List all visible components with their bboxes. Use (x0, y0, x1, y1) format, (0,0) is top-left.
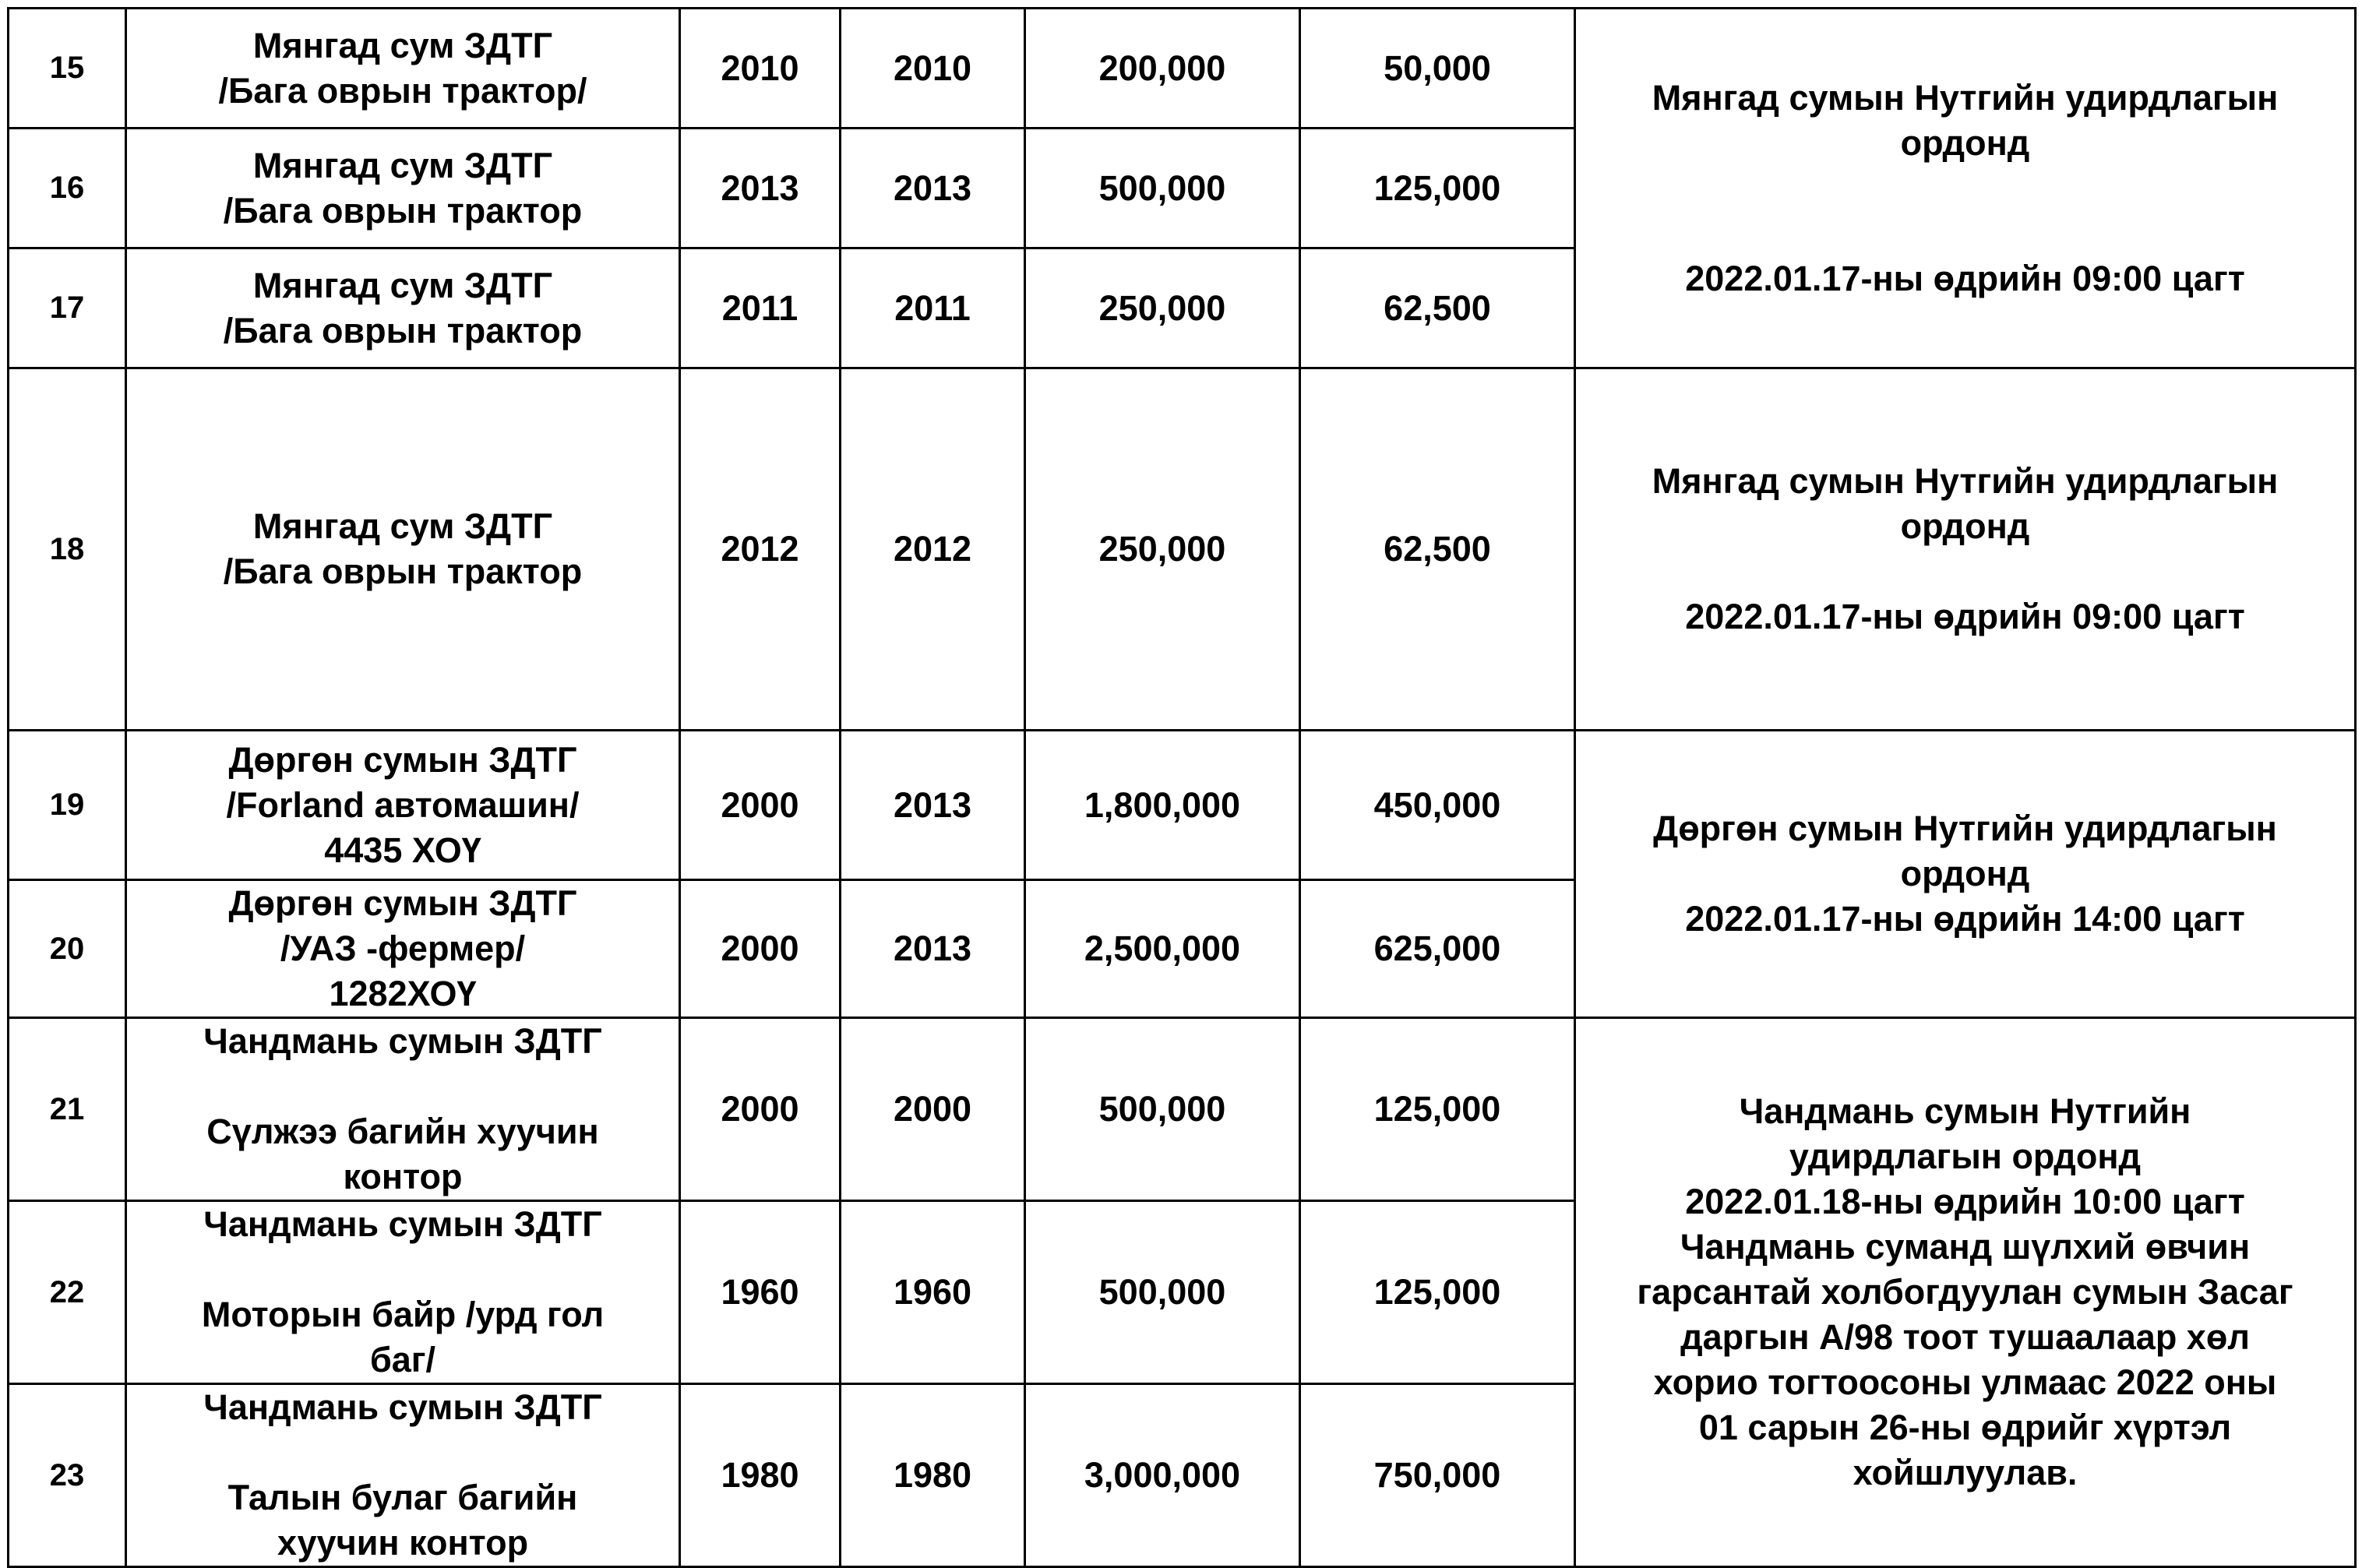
deposit-amount: 125,000 (1300, 129, 1575, 248)
row-number: 16 (9, 129, 126, 248)
auction-location-note: Дөргөн сумын Нутгийн удирдлагын ордонд 2022.01.17-ны өдрийн 14:00 цагт (1575, 731, 2356, 1018)
use-year: 2010 (841, 9, 1025, 129)
row-number: 20 (9, 880, 126, 1018)
deposit-amount: 125,000 (1300, 1201, 1575, 1384)
use-year: 2011 (841, 248, 1025, 368)
item-name: Чандмань сумын ЗДТГ Талын булаг багийн хуучин контор (126, 1384, 680, 1567)
table-row (9, 368, 2356, 731)
starting-price: 3,000,000 (1025, 1384, 1300, 1567)
deposit-amount: 62,500 (1300, 248, 1575, 368)
starting-price: 250,000 (1025, 248, 1300, 368)
deposit-amount: 50,000 (1300, 9, 1575, 129)
manufacture-year: 2013 (680, 129, 841, 248)
item-name: Чандмань сумын ЗДТГ Моторын байр /урд гол баг/ (126, 1201, 680, 1384)
deposit-amount: 125,000 (1300, 1018, 1575, 1201)
table-row (9, 731, 2356, 880)
auction-location-note: Мянгад сумын Нутгийн удирдлагын ордонд 2022.01.17-ны өдрийн 09:00 цагт (1575, 9, 2356, 368)
manufacture-year: 1960 (680, 1201, 841, 1384)
deposit-amount: 750,000 (1300, 1384, 1575, 1567)
starting-price: 200,000 (1025, 9, 1300, 129)
row-number: 23 (9, 1384, 126, 1567)
manufacture-year: 2012 (680, 368, 841, 731)
starting-price: 500,000 (1025, 1018, 1300, 1201)
auction-location-note: Мянгад сумын Нутгийн удирдлагын ордонд 2022.01.17-ны өдрийн 09:00 цагт (1575, 368, 2356, 731)
manufacture-year: 2010 (680, 9, 841, 129)
row-number: 19 (9, 731, 126, 880)
table-row (9, 1018, 2356, 1201)
auction-table (7, 7, 2357, 1568)
starting-price: 2,500,000 (1025, 880, 1300, 1018)
manufacture-year: 1980 (680, 1384, 841, 1567)
item-name: Чандмань сумын ЗДТГ Сүлжээ багийн хуучин контор (126, 1018, 680, 1201)
starting-price: 1,800,000 (1025, 731, 1300, 880)
deposit-amount: 62,500 (1300, 368, 1575, 731)
manufacture-year: 2000 (680, 731, 841, 880)
starting-price: 500,000 (1025, 129, 1300, 248)
manufacture-year: 2000 (680, 1018, 841, 1201)
use-year: 2000 (841, 1018, 1025, 1201)
manufacture-year: 2000 (680, 880, 841, 1018)
deposit-amount: 450,000 (1300, 731, 1575, 880)
use-year: 2012 (841, 368, 1025, 731)
table-row (9, 9, 2356, 129)
use-year: 2013 (841, 880, 1025, 1018)
manufacture-year: 2011 (680, 248, 841, 368)
row-number: 21 (9, 1018, 126, 1201)
item-name: Мянгад сум ЗДТГ /Бага оврын трактор (126, 368, 680, 731)
use-year: 1960 (841, 1201, 1025, 1384)
deposit-amount: 625,000 (1300, 880, 1575, 1018)
item-name: Мянгад сум ЗДТГ /Бага оврын трактор/ (126, 9, 680, 129)
use-year: 2013 (841, 731, 1025, 880)
starting-price: 500,000 (1025, 1201, 1300, 1384)
item-name: Дөргөн сумын ЗДТГ /Forland автомашин/ 4435 ХОҮ (126, 731, 680, 880)
auction-location-note: Чандмань сумын Нутгийн удирдлагын ордонд 2022.01.18-ны өдрийн 10:00 цагт Чандмань суманд шүлхий өвчин гарсантай холбогдуулан сумын Засаг даргын А/98 тоот тушаалаар хөл хорио тогтоосоны улмаас 2022 оны 01 сарын 26-ны өдрийг хүртэл хойшлуулав. (1575, 1018, 2356, 1567)
item-name: Мянгад сум ЗДТГ /Бага оврын трактор (126, 248, 680, 368)
row-number: 22 (9, 1201, 126, 1384)
row-number: 15 (9, 9, 126, 129)
use-year: 1980 (841, 1384, 1025, 1567)
row-number: 17 (9, 248, 126, 368)
use-year: 2013 (841, 129, 1025, 248)
item-name: Дөргөн сумын ЗДТГ /УАЗ -фермер/ 1282ХОҮ (126, 880, 680, 1018)
row-number: 18 (9, 368, 126, 731)
starting-price: 250,000 (1025, 368, 1300, 731)
item-name: Мянгад сум ЗДТГ /Бага оврын трактор (126, 129, 680, 248)
